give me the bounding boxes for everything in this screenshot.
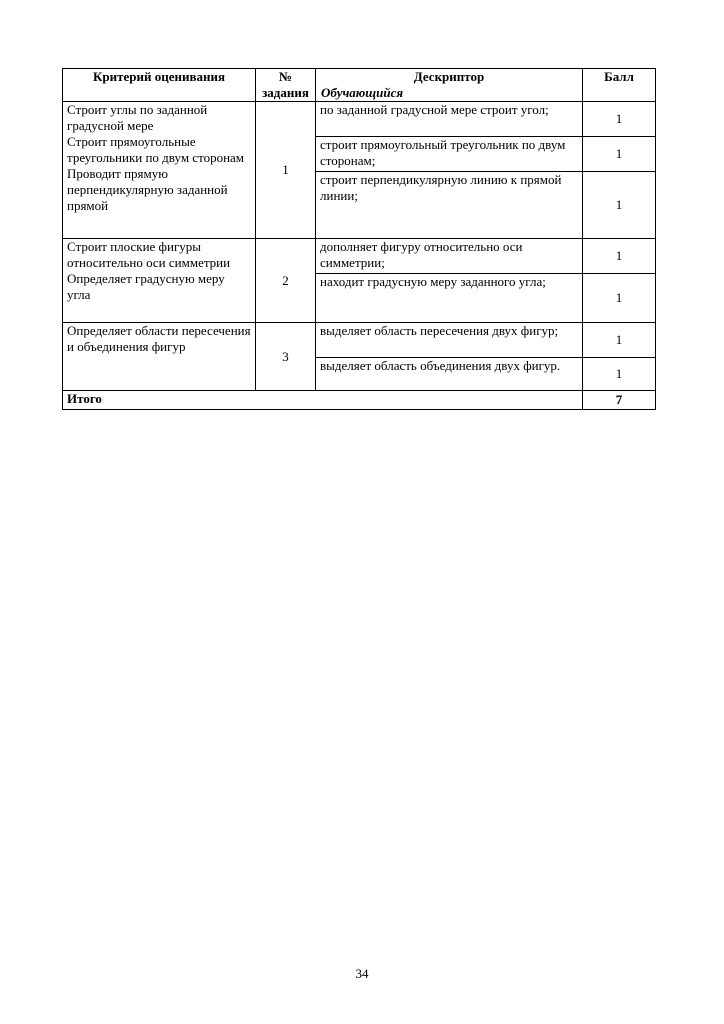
criterion-text: Определяет области пересечения и объединения фигур xyxy=(67,323,251,354)
score-cell: 1 xyxy=(583,137,656,172)
table-row xyxy=(63,239,656,274)
table-row xyxy=(63,102,656,137)
task-number-3: 3 xyxy=(256,323,316,391)
criterion-text: Строит прямоугольные треугольники по двум сторонам xyxy=(67,134,245,165)
header-task-word: задания xyxy=(262,85,309,100)
descriptor-cell: строит перпендикулярную линию к прямой линии; xyxy=(316,172,583,239)
criterion-text: Определяет градусную меру угла xyxy=(67,271,225,302)
assessment-rubric-table xyxy=(62,68,656,410)
score-cell: 1 xyxy=(583,323,656,358)
header-score: Балл xyxy=(583,69,656,102)
total-label: Итого xyxy=(63,391,583,410)
descriptor-cell: по заданной градусной мере строит угол; xyxy=(316,102,583,137)
descriptor-cell: выделяет область объединения двух фигур. xyxy=(316,358,583,391)
criteria-cell-3 xyxy=(63,323,256,391)
descriptor-cell: находит градусную меру заданного угла; xyxy=(316,274,583,323)
task-number-2: 2 xyxy=(256,239,316,323)
score-cell: 1 xyxy=(583,358,656,391)
score-cell: 1 xyxy=(583,239,656,274)
criteria-cell-1 xyxy=(63,102,256,239)
task-number-1: 1 xyxy=(256,102,316,239)
criterion-text: Строит плоские фигуры относительно оси симметрии xyxy=(67,239,231,270)
header-descriptor-title: Дескриптор xyxy=(413,69,485,84)
header-descriptor xyxy=(316,69,583,102)
header-task-number xyxy=(256,69,316,102)
descriptor-cell: строит прямоугольный треугольник по двум сторонам; xyxy=(316,137,583,172)
score-cell: 1 xyxy=(583,274,656,323)
criterion-text: Проводит прямую перпендикулярную заданной прямой xyxy=(67,166,228,213)
score-cell: 1 xyxy=(583,172,656,239)
criteria-cell-2 xyxy=(63,239,256,323)
descriptor-cell: выделяет область пересечения двух фигур; xyxy=(316,323,583,358)
table-header-row xyxy=(63,69,656,102)
total-score: 7 xyxy=(583,391,656,410)
header-criterion: Критерий оценивания xyxy=(63,69,256,102)
page-number: 34 xyxy=(355,966,369,981)
descriptor-cell: дополняет фигуру относительно оси симметрии; xyxy=(316,239,583,274)
score-cell: 1 xyxy=(583,102,656,137)
total-row xyxy=(63,391,656,410)
table-row xyxy=(63,323,656,358)
header-number-sign: № xyxy=(278,69,293,84)
header-descriptor-sub: Обучающийся xyxy=(321,85,404,100)
criterion-text: Строит углы по заданной градусной мере xyxy=(67,102,208,133)
